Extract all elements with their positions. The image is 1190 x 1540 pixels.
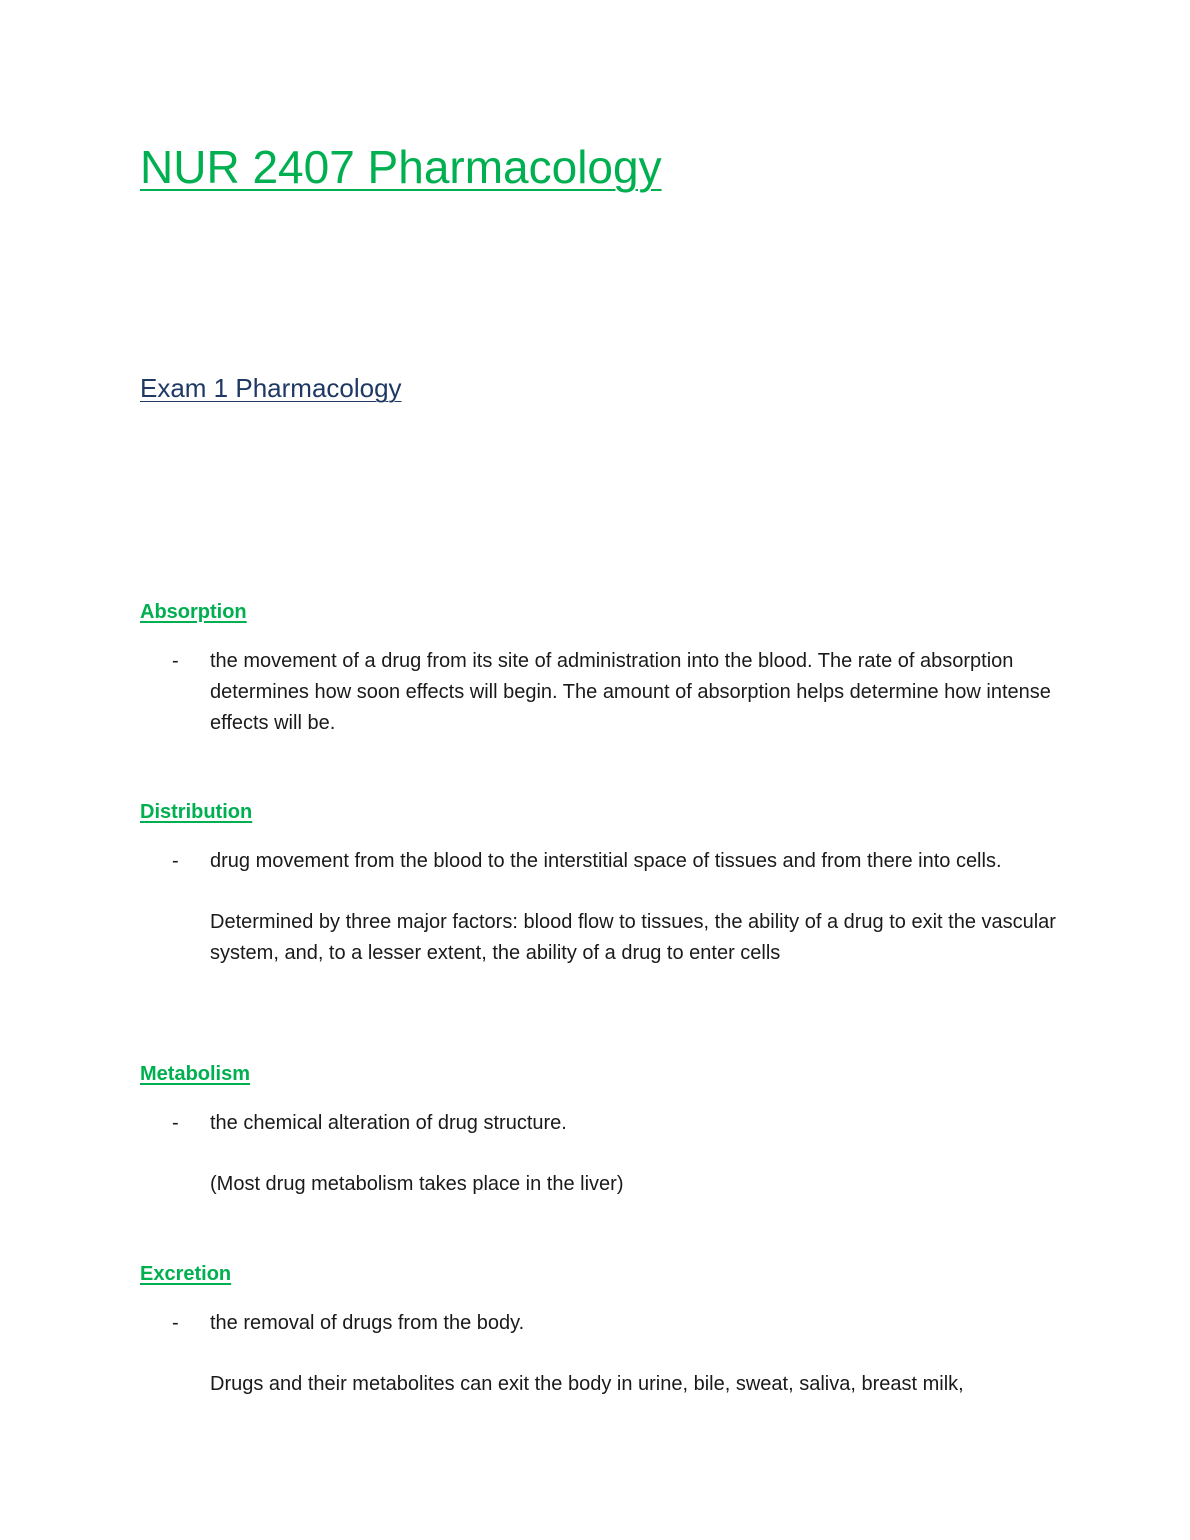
section-heading: Absorption (140, 601, 247, 623)
note-text: Determined by three major factors: blood flow to tissues, the ability of a drug to exit the vascular system, and, to a lesser extent, the ability of a drug to enter cells (210, 911, 1056, 964)
note-text: (Most drug metabolism takes place in the liver) (210, 1173, 624, 1195)
section-heading: Excretion (140, 1263, 232, 1285)
section-excretion (140, 1262, 1070, 1400)
definition-item (140, 1108, 1070, 1139)
definition-item (140, 1308, 1070, 1339)
definition-text: the removal of drugs from the body. (210, 1312, 525, 1334)
dash-bullet: - (172, 650, 179, 672)
section-absorption (140, 600, 1070, 739)
section-heading: Metabolism (140, 1063, 251, 1085)
definition-text: drug movement from the blood to the interstitial space of tissues and from there into cells. (210, 850, 1002, 872)
section-distribution (140, 800, 1070, 969)
note-text: Drugs and their metabolites can exit the body in urine, bile, sweat, saliva, breast milk, (210, 1373, 964, 1395)
definition-item (140, 846, 1070, 877)
dash-bullet: - (172, 1112, 179, 1134)
document-title: NUR 2407 Pharmacology (140, 141, 662, 193)
section-heading: Distribution (140, 801, 253, 823)
exam-subtitle: Exam 1 Pharmacology (140, 373, 402, 403)
definition-text: the movement of a drug from its site of administration into the blood. The rate of absorption determines how soon effects will begin. The amount of absorption helps determine how intense effects will be. (210, 650, 1051, 734)
definition-item (140, 646, 1070, 739)
section-metabolism (140, 1062, 1070, 1200)
dash-bullet: - (172, 850, 179, 872)
dash-bullet: - (172, 1312, 179, 1334)
definition-text: the chemical alteration of drug structure. (210, 1112, 567, 1134)
